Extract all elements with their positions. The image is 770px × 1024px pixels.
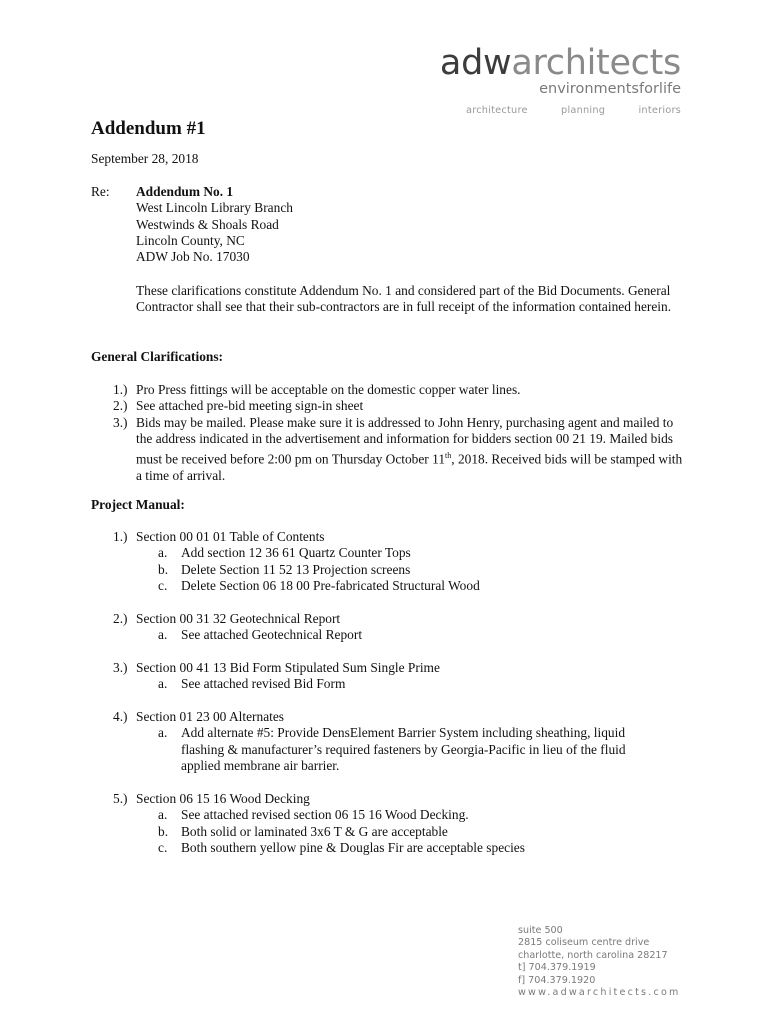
footer-address	[518, 925, 681, 999]
intro-paragraph: These clarifications constitute Addendum No. 1 and considered part of the Bid Documents. General Contractor shall see that their sub-contractors are in full receipt of the information contained herein.	[136, 283, 672, 315]
manual-item-4	[91, 709, 651, 775]
item-number: 5.)	[113, 791, 128, 806]
sub-item	[136, 807, 691, 823]
sub-item	[136, 627, 691, 643]
general-list	[91, 382, 691, 484]
item-text: Section 01 23 00 Alternates	[136, 709, 285, 724]
item-number: 1.)	[113, 382, 128, 397]
sub-text: Both southern yellow pine & Douglas Fir are acceptable species	[181, 840, 525, 856]
footer-fax: f] 704.379.1920	[518, 974, 596, 986]
sub-item	[136, 840, 691, 856]
item-number: 3.)	[113, 660, 128, 675]
sub-letter: a.	[158, 807, 168, 823]
footer-phone: t] 704.379.1919	[518, 962, 596, 974]
sub-text: See attached Geotechnical Report	[181, 627, 363, 643]
item-text: Section 00 41 13 Bid Form Stipulated Sum Single Prime	[136, 660, 440, 675]
sub-text: Add alternate #5: Provide DensElement Barrier System including sheathing, liquid flashing & manufacturer’s required fasteners by Georgia-Pacific in lieu of the fluid applied membrane air barrier.	[181, 725, 626, 774]
superscript: th	[445, 450, 452, 460]
logo-adw: adw	[439, 43, 512, 83]
item-text: See attached pre-bid meeting sign-in sheet	[136, 398, 364, 414]
sub-letter: c.	[158, 578, 168, 594]
sub-item	[136, 545, 691, 561]
sub-item	[136, 725, 651, 774]
footer-city: charlotte, north carolina 28217	[518, 949, 668, 961]
service-interiors: interiors	[638, 105, 681, 116]
re-line: Lincoln County, NC	[136, 232, 245, 248]
item-number: 2.)	[113, 398, 128, 414]
general-heading: General Clarifications:	[91, 349, 224, 364]
sub-text: Add section 12 36 61 Quartz Counter Tops	[181, 545, 411, 561]
sub-letter: a.	[158, 725, 168, 741]
item-text: Section 06 15 16 Wood Decking	[136, 791, 310, 806]
sub-text: See attached revised section 06 15 16 Wood Decking.	[181, 807, 469, 823]
list-item	[91, 382, 691, 398]
manual-item-3	[91, 660, 691, 693]
manual-item-5	[91, 791, 691, 857]
footer-street: 2815 coliseum centre drive	[518, 937, 650, 949]
service-architecture: architecture	[466, 105, 528, 116]
sub-text: Both solid or laminated 3x6 T & G are acceptable	[181, 823, 448, 839]
logo-wordmark	[440, 44, 681, 82]
re-line: Addendum No. 1	[136, 184, 234, 199]
item-text: Section 00 01 01 Table of Contents	[136, 529, 325, 544]
sub-letter: a.	[158, 676, 168, 692]
item-text	[136, 415, 691, 484]
manual-heading: Project Manual:	[91, 497, 185, 512]
footer-website: www.adwarchitects.com	[518, 987, 681, 999]
document-date: September 28, 2018	[91, 151, 199, 166]
sub-letter: b.	[158, 823, 169, 839]
list-item	[91, 398, 691, 414]
footer-suite: suite 500	[518, 925, 563, 936]
sub-text: See attached revised Bid Form	[181, 676, 346, 692]
sub-letter: a.	[158, 545, 168, 561]
document-title: Addendum #1	[91, 118, 206, 139]
company-logo	[440, 44, 681, 97]
item-number: 3.)	[113, 414, 128, 430]
manual-item-2	[91, 611, 691, 644]
logo-architects: architects	[511, 43, 681, 83]
item-text: Section 00 31 32 Geotechnical Report	[136, 611, 341, 626]
service-planning: planning	[561, 105, 606, 116]
item-text-part: Bids may be mailed. Please make sure it is addressed to John Henry, purchasing agent and mailed to the address indicated in the advertisement and information for bidders section 00 21 19. Mailed bids must be received before 2:00 pm on Thursday October 11	[136, 414, 674, 467]
list-item	[91, 415, 691, 484]
sub-item	[136, 562, 691, 578]
manual-item-1	[91, 529, 691, 595]
re-line: West Lincoln Library Branch	[136, 200, 293, 216]
logo-tagline: environmentsforlife	[539, 81, 681, 97]
item-text-part: , 2018. Received bids will be stamped with a time of arrival.	[136, 451, 683, 483]
sub-text: Delete Section 11 52 13 Projection screens	[181, 561, 411, 577]
item-number: 1.)	[113, 529, 128, 544]
services-line	[466, 105, 681, 116]
sub-item	[136, 676, 691, 692]
sub-item	[136, 824, 691, 840]
sub-item	[136, 578, 691, 594]
sub-letter: c.	[158, 840, 168, 856]
re-line: ADW Job No. 17030	[136, 249, 250, 265]
sub-letter: a.	[158, 627, 168, 643]
item-number: 4.)	[113, 709, 128, 724]
re-block	[136, 184, 293, 265]
sub-text: Delete Section 06 18 00 Pre-fabricated Structural Wood	[181, 578, 480, 594]
item-text: Pro Press fittings will be acceptable on the domestic copper water lines.	[136, 382, 521, 397]
re-label: Re:	[91, 184, 110, 199]
sub-letter: b.	[158, 561, 169, 577]
re-line: Westwinds & Shoals Road	[136, 216, 279, 232]
item-number: 2.)	[113, 611, 128, 626]
